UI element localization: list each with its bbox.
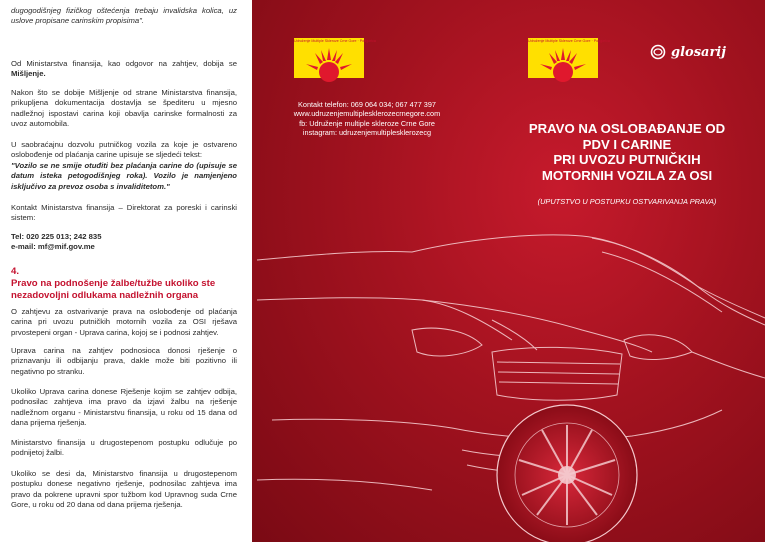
contact-website[interactable]: www.udruzenjemultiplesklerozecrnegore.com bbox=[293, 109, 441, 119]
paragraph-documentation: Nakon što se dobije Mišljenje od strane Ministarstva finansija, prikupljena dokumentacija dostavlja se špediteru u mjesno nadležnoj ispostavi carina koji obavlja carinske formalnosti za uvoz automobila. bbox=[11, 88, 237, 129]
cover-panel bbox=[252, 0, 765, 542]
section-title: Pravo na podnošenje žalbe/tužbe ukoliko ste nezadovoljni odlukama nadležnih organa bbox=[11, 278, 216, 301]
paragraph-second-instance: Ministarstvo finansija u drugostepenom postupku odlučuje po podnijetoj žalbi. bbox=[11, 438, 237, 458]
contact-block bbox=[282, 100, 452, 137]
opinion-keyword: Mišljenje. bbox=[11, 69, 46, 79]
contact-phone: Kontakt telefon: 069 064 034; 067 477 397 bbox=[298, 100, 436, 109]
cover-subtitle: (UPUTSTVO U POSTUPKU OSTVARIVANJA PRAVA) bbox=[537, 197, 717, 206]
sun-logo-icon bbox=[528, 38, 598, 78]
section-number: 4. bbox=[11, 266, 20, 277]
ministry-email: e-mail: mf@mif.gov.me bbox=[11, 242, 95, 252]
ministry-contact-details bbox=[11, 232, 237, 253]
paragraph-first-instance: O zahtjevu za ostvarivanje prava na oslobođenje od plaćanja carina pri uvozu putničkih motornih vozila za OSI rješava prvostepeni organ - Uprava carina, kojoj se i podnosi zahtjev. bbox=[11, 307, 237, 337]
cover-title: PRAVO NA OSLOBAĐANJE OD PDV I CARINE PRI UVOZU PUTNIČKIH MOTORNIH VOZILA ZA OSI bbox=[528, 121, 726, 183]
brand-name: glosarij bbox=[671, 44, 726, 60]
contact-facebook[interactable]: fb: Udruženje multiple skleroze Crne Gore bbox=[299, 118, 435, 128]
inner-page-left bbox=[0, 0, 252, 542]
registration-quote: "Vozilo se ne smije otuđiti bez plaćanja carine do (upisuje se datum isteka petogodišnjeg roka). Vozilo je namjenjeno isključivo za prevoz osoba s invaliditetom." bbox=[11, 160, 237, 191]
paragraph-decision: Uprava carina na zahtjev podnosioca donosi rješenje o priznavanju ili odbijanju prava, dakle može biti pozitivno ili negativno po stranku. bbox=[11, 346, 237, 376]
ministry-phone: Tel: 020 225 013; 242 835 bbox=[11, 232, 102, 241]
paragraph-appeal: Ukoliko Uprava carina donese Rješenje kojim se zahtjev odbija, podnosilac zahtjeva ima pravo da izjavi žalbu na rješenje nadležnom organu - Ministarstvu finansija, u roku od 15 dana od dana prijema rješenja. bbox=[11, 387, 237, 428]
association-logo-right: Udruženje Multiple Skleroze Crne Gore · Podgorica bbox=[528, 38, 598, 78]
paragraph-continued: dugogodišnjeg fizičkog oštećenja trebaju invalidska kolica, uz uslove propisane carinskim propisima". bbox=[11, 6, 237, 26]
paragraph-contact-ministry: Kontakt Ministarstva finansija – Direktorat za poreski i carinski sistem: bbox=[11, 203, 237, 223]
brand-logo bbox=[650, 44, 726, 60]
paragraph-registration: U saobraćajnu dozvolu putničkog vozila za koje je ostvareno oslobođenje od plaćanja carine upisuje se sljedeći tekst: "Vozilo se ne smije otuđiti bez plaćanja carine do (upisuje se datum isteka petogodišnjeg roka). Vozilo je namjenjeno isključivo za prevoz osoba s invaliditetom." bbox=[11, 140, 237, 191]
association-logo-left: Udruženje Multiple Skleroze Crne Gore · Podgorica bbox=[294, 38, 364, 78]
sun-logo-icon bbox=[294, 38, 364, 78]
contact-instagram[interactable]: instagram: udruzenjemultiplesklerozecg bbox=[302, 127, 432, 137]
paragraph-administrative-dispute: Ukoliko se desi da, Ministarstvo finansija u drugostepenom postupku donese negativno rješenje, podnosilac zahtjeva ima pravo da pokrene upravni spor tužbom kod Upravnog suda Crne Gore, u roku od 20 dana od dana prijema rješenja. bbox=[11, 469, 237, 510]
paragraph-opinion: Od Ministarstva finansija, kao odgovor na zahtjev, dobija se Mišljenje. bbox=[11, 59, 237, 79]
glosarij-logo-icon bbox=[650, 44, 666, 60]
section-4-heading bbox=[11, 266, 241, 302]
